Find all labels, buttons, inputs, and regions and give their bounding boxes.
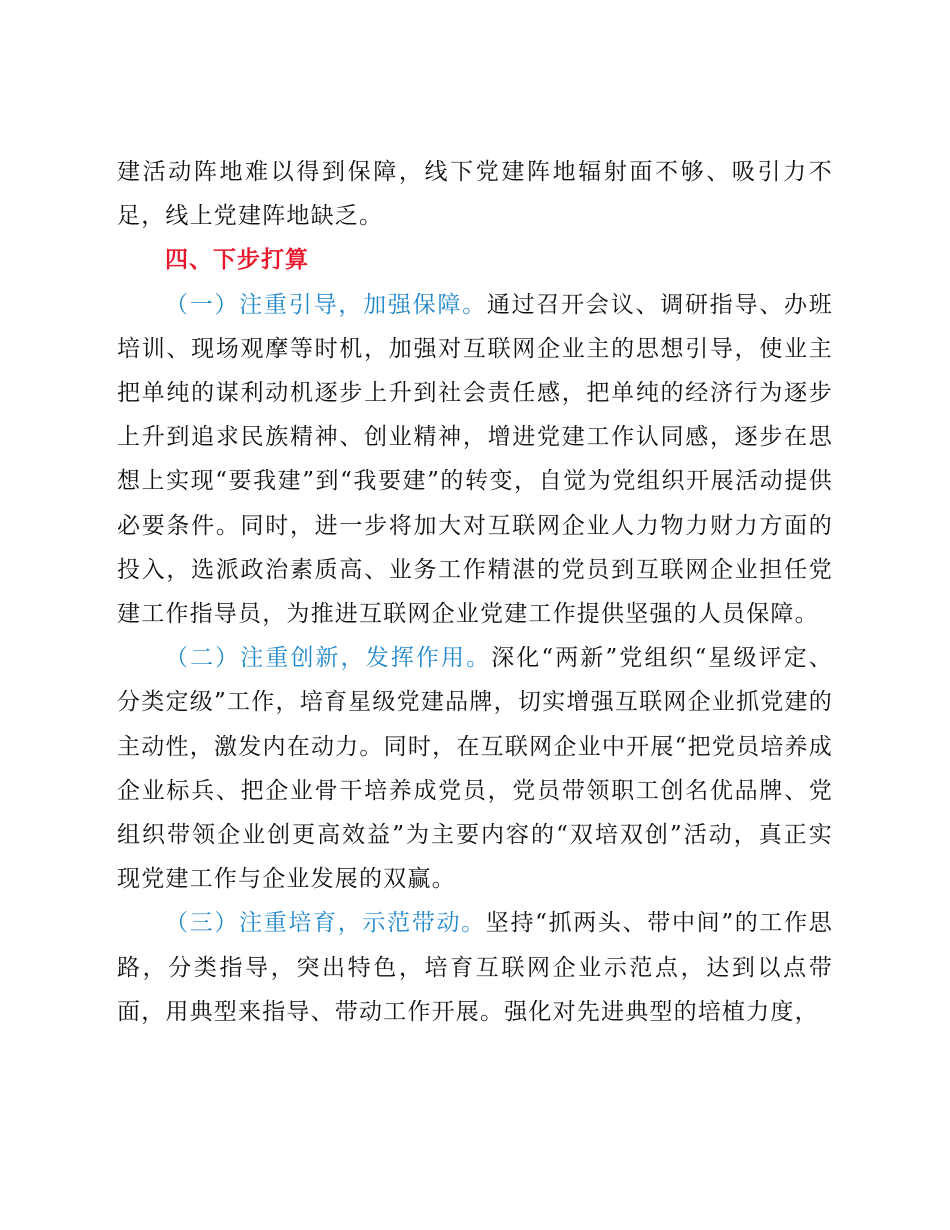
item-body-2: 深化“两新”党组织“星级评定、分类定级”工作，培育星级党建品牌，切实增强互联网企业抓党建的主动性，激发内在动力。同时，在互联网企业中开展“把党员培养成企业标兵、把企业骨干培养成党员，党员带领职工创名优品牌、党组织带领企业创更高效益”为主要内容的“双培双创”活动，真正实现党建工作与企业发展的双赢。 bbox=[117, 645, 833, 893]
intro-text: 建活动阵地难以得到保障，线下党建阵地辐射面不够、吸引力不足，线上党建阵地缺乏。 bbox=[117, 159, 833, 230]
item-paragraph-3 bbox=[117, 901, 833, 1034]
item-body-1: 通过召开会议、调研指导、办班培训、现场观摩等时机，加强对互联网企业主的思想引导，使业主把单纯的谋利动机逐步上升到社会责任感，把单纯的经济行为逐步上升到追求民族精神、创业精神，增进党建工作认同感，逐步在思想上实现“要我建”到“我要建”的转变，自觉为党组织开展活动提供必要条件。同时，进一步将加大对互联网企业人力物力财力方面的投入，选派政治素质高、业务工作精湛的党员到互联网企业担任党建工作指导员，为推进互联网企业党建工作提供坚强的人员保障。 bbox=[117, 291, 833, 628]
section-heading-text: 四、下步打算 bbox=[165, 247, 309, 274]
item-body-3: 坚持“抓两头、带中间”的工作思路，分类指导，突出特色，培育互联网企业示范点，达到以点带面，用典型来指导、带动工作开展。强化对先进典型的培植力度， bbox=[117, 910, 833, 1025]
item-title-2: （二）注重创新，发挥作用。 bbox=[165, 645, 492, 672]
item-paragraph-1 bbox=[117, 283, 833, 637]
intro-paragraph bbox=[117, 150, 833, 238]
section-heading bbox=[117, 238, 833, 282]
item-paragraph-2 bbox=[117, 636, 833, 901]
document-body bbox=[117, 150, 833, 1034]
item-title-1: （一）注重引导，加强保障。 bbox=[165, 291, 487, 318]
item-title-3: （三）注重培育，示范带动。 bbox=[165, 910, 486, 937]
